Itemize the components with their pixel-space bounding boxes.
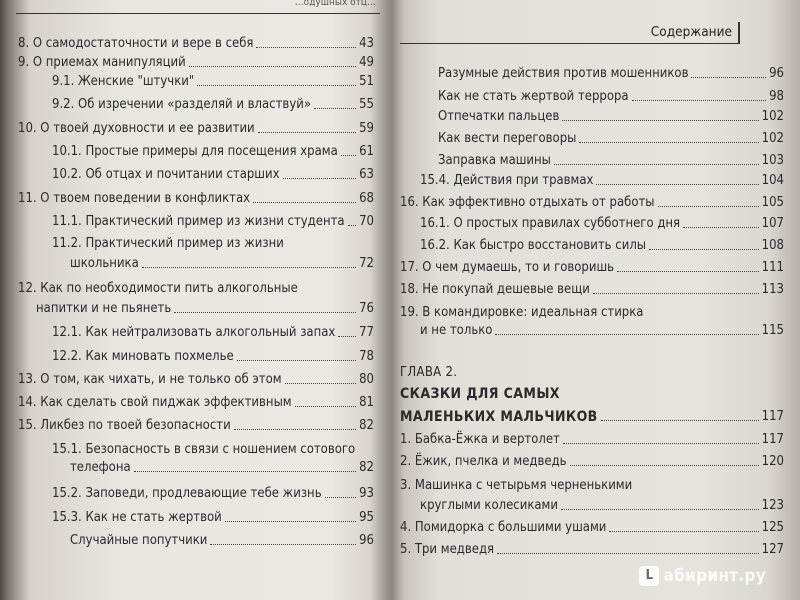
toc-entry: 12.1. Как нейтрализовать алкогольный запах 77 (52, 325, 374, 340)
toc-entry: 10.1. Простые примеры для посещения храма 61 (52, 144, 374, 159)
toc-entry: 16.2. Как быстро восстановить силы 108 (420, 238, 784, 253)
watermark (639, 566, 766, 586)
toc-entry-line1: 12. Как по необходимости пить алкогольные (18, 281, 298, 296)
toc-entry: 15.3. Как не стать жертвой 95 (52, 510, 374, 525)
toc-entry: 1. Бабка-Ёжка и вертолет 117 (400, 432, 784, 447)
toc-entry: 4. Помидорка с большими ушами 125 (400, 520, 784, 535)
toc-entry: Заправка машины 103 (438, 153, 784, 168)
toc-entry: Как вести переговоры 102 (438, 131, 784, 146)
toc-entry: 12.2. Как миновать похмелье 78 (52, 349, 374, 364)
toc-entry: 16. Как эффективно отдыхать от работы 105 (400, 195, 784, 210)
toc-entry: 11.1. Практический пример из жизни студента 70 (52, 214, 374, 229)
toc-entry: 2. Ёжик, пчелка и медведь 120 (400, 454, 784, 469)
right-page (398, 0, 800, 600)
toc-entry: телефона 82 (70, 460, 374, 475)
toc-entry-line1: 15.1. Безопасность в связи с ношением сотового (52, 442, 356, 457)
toc-entry: Как не стать жертвой террора 98 (438, 89, 784, 104)
toc-entry: 10.2. Об отцах и почитании старших 63 (52, 167, 374, 182)
toc-entry: 5. Три медведя 127 (400, 542, 784, 557)
toc-entry: 9.2. Об изречении «разделяй и властвуй» 55 (52, 97, 374, 112)
toc-entry: 17. О чем думаешь, то и говоришь 111 (400, 260, 784, 275)
left-page (0, 0, 390, 600)
toc-entry-line1: 19. В командировке: идеальная стирка (400, 305, 644, 320)
toc-entry: 9.1. Женские "штучки" 51 (52, 74, 374, 89)
toc-entry: Отпечатки пальцев 102 (438, 109, 784, 124)
toc-entry: 10. О твоей духовности и ее развитии 59 (18, 121, 374, 136)
chapter-label: ГЛАВА 2. (400, 365, 458, 380)
toc-entry: Разумные действия против мошенников 96 (438, 66, 784, 81)
toc-entry: напитки и не пьянеть 76 (36, 301, 374, 316)
toc-entry: 15. Ликбез по твоей безопасности 82 (18, 418, 374, 433)
toc-entry-line1: 3. Машинка с четырьмя черненькими (400, 478, 633, 493)
toc-entry-line1: 11.2. Практический пример из жизни (52, 236, 284, 251)
toc-entry: 15.2. Заповеди, продлевающие тебе жизнь 93 (52, 486, 374, 501)
toc-entry: круглыми колесиками 123 (420, 498, 784, 513)
toc-entry: 13. О том, как чихать, и не только об этом 80 (18, 372, 374, 387)
watermark-text: абиринт.ру (663, 566, 766, 586)
toc-entry: 16.1. О простых правилах субботнего дня 107 (420, 216, 784, 231)
toc-entry: 9. О приемах манипуляций 49 (18, 55, 374, 70)
chapter-title-line2: МАЛЕНЬКИХ МАЛЬЧИКОВ 117 (400, 409, 784, 425)
left-edge-text: …одушных отц… (294, 0, 376, 8)
toc-entry: 18. Не покупай дешевые вещи 113 (400, 282, 784, 297)
toc-entry: 15.4. Действия при травмах 104 (420, 173, 784, 188)
chapter-title-line1: СКАЗКИ ДЛЯ САМЫХ (400, 386, 560, 402)
toc-entry: 8. О самодостаточности и вере в себя 43 (18, 36, 374, 51)
toc-entry: Случайные попутчики 96 (70, 533, 374, 548)
toc-entry: 14. Как сделать свой пиджак эффективным 81 (18, 395, 374, 410)
running-head-title: Содержание (650, 24, 732, 40)
toc-entry: школьника 72 (70, 256, 374, 271)
toc-entry: 11. О твоем поведении в конфликтах 68 (18, 191, 374, 206)
toc-entry: и не только 115 (420, 323, 784, 338)
labirint-logo-icon: L (639, 566, 659, 586)
